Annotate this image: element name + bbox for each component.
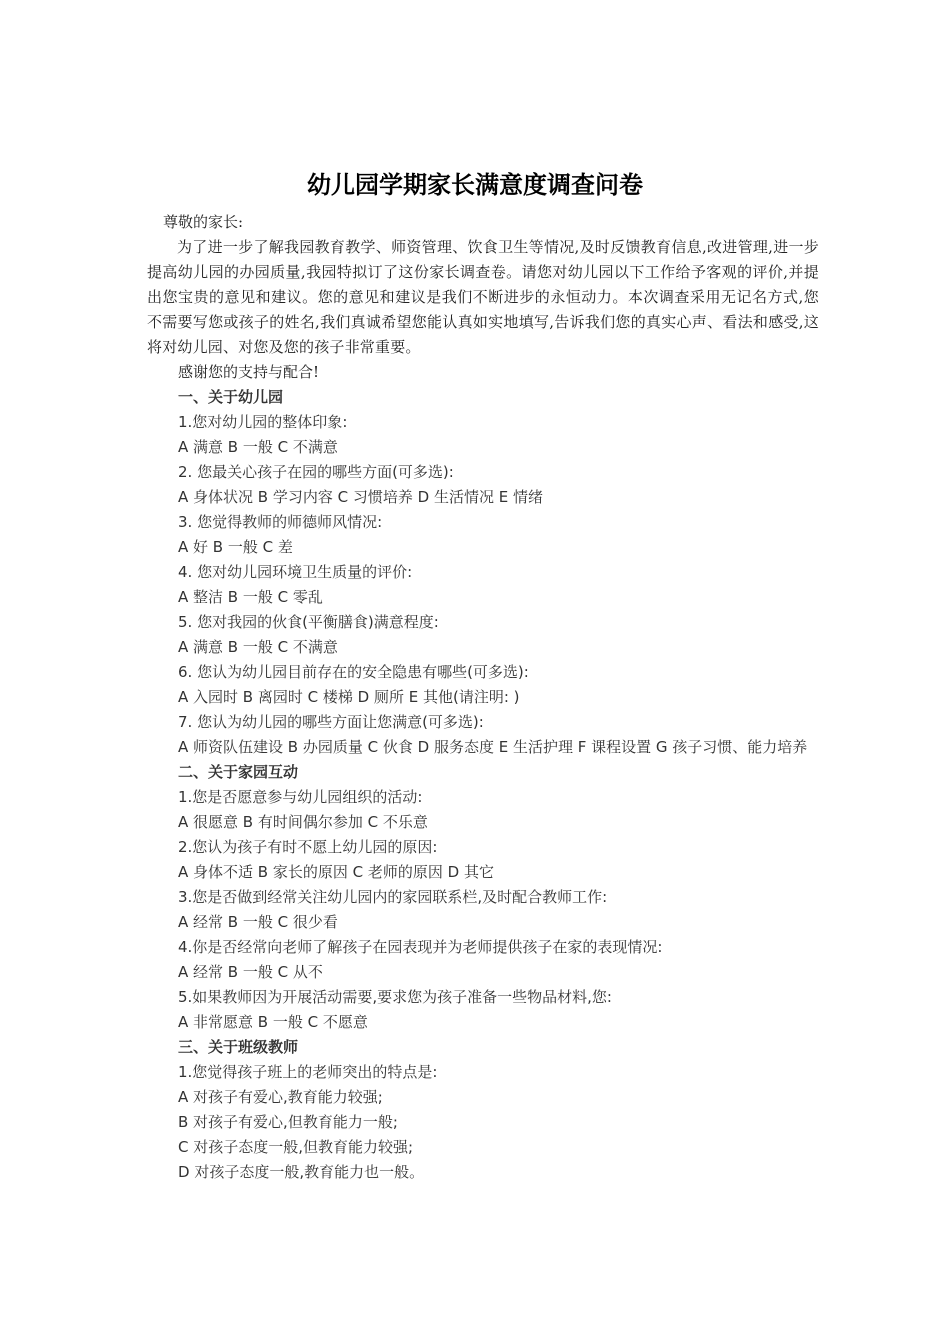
section-heading: 三、关于班级教师 <box>178 1038 299 1056</box>
greeting: 尊敬的家长: <box>163 213 244 231</box>
question: 1.您是否愿意参与幼儿园组织的活动: <box>178 788 423 806</box>
intro-paragraph: 为了进一步了解我园教育教学、师资管理、饮食卫生等情况,及时反馈教育信息,改进管理,进一步提高幼儿园的办园质量,我园特拟订了这份家长调查卷。请您对幼儿园以下工作给予客观的评价,并提出您宝贵的意见和建议。您的意见和建议是我们不断进步的永恒动力。本次调查采用无记名方式,您不需要写您或孩子的姓名,我们真诚希望您能认真如实地填写,告诉我们您的真实心声、看法和感受,这将对幼儿园、对您及您的孩子非常重要。 <box>147 238 819 356</box>
answer-options: A 经常 B 一般 C 很少看 <box>178 913 338 931</box>
answer-option: C 对孩子态度一般,但教育能力较强; <box>178 1138 414 1156</box>
question: 1.您觉得孩子班上的老师突出的特点是: <box>178 1063 438 1081</box>
answer-options: A 很愿意 B 有时间偶尔参加 C 不乐意 <box>178 813 428 831</box>
answer-options: A 师资队伍建设 B 办园质量 C 伙食 D 服务态度 E 生活护理 F 课程设置 G 孩子习惯、能力培养 <box>178 738 808 756</box>
answer-option: B 对孩子有爱心,但教育能力一般; <box>178 1113 398 1131</box>
question: 5. 您对我园的伙食(平衡膳食)满意程度: <box>178 613 439 631</box>
question: 3. 您觉得教师的师德师风情况: <box>178 513 383 531</box>
answer-options: A 整洁 B 一般 C 零乱 <box>178 588 323 606</box>
answer-options: A 好 B 一般 C 差 <box>178 538 293 556</box>
thanks-line: 感谢您的支持与配合! <box>178 363 320 381</box>
question: 1.您对幼儿园的整体印象: <box>178 413 348 431</box>
answer-option: A 对孩子有爱心,教育能力较强; <box>178 1088 383 1106</box>
answer-options: A 身体状况 B 学习内容 C 习惯培养 D 生活情况 E 情绪 <box>178 488 543 506</box>
question: 7. 您认为幼儿园的哪些方面让您满意(可多选): <box>178 713 484 731</box>
question: 2. 您最关心孩子在园的哪些方面(可多选): <box>178 463 454 481</box>
question: 6. 您认为幼儿园目前存在的安全隐患有哪些(可多选): <box>178 663 529 681</box>
question: 4. 您对幼儿园环境卫生质量的评价: <box>178 563 413 581</box>
question: 3.您是否做到经常关注幼儿园内的家园联系栏,及时配合教师工作: <box>178 888 608 906</box>
question: 4.你是否经常向老师了解孩子在园表现并为老师提供孩子在家的表现情况: <box>178 938 663 956</box>
answer-options: A 身体不适 B 家长的原因 C 老师的原因 D 其它 <box>178 863 494 881</box>
question: 5.如果教师因为开展活动需要,要求您为孩子准备一些物品材料,您: <box>178 988 612 1006</box>
document-body <box>147 210 827 1185</box>
answer-options: A 非常愿意 B 一般 C 不愿意 <box>178 1013 368 1031</box>
section-heading: 一、关于幼儿园 <box>178 388 284 406</box>
section-heading: 二、关于家园互动 <box>178 763 299 781</box>
answer-option: D 对孩子态度一般,教育能力也一般。 <box>178 1163 425 1181</box>
answer-options: A 入园时 B 离园时 C 楼梯 D 厕所 E 其他(请注明: ) <box>178 688 520 706</box>
question: 2.您认为孩子有时不愿上幼儿园的原因: <box>178 838 438 856</box>
answer-options: A 经常 B 一般 C 从不 <box>178 963 323 981</box>
answer-options: A 满意 B 一般 C 不满意 <box>178 638 338 656</box>
document-title: 幼儿园学期家长满意度调查问卷 <box>307 170 643 199</box>
answer-options: A 满意 B 一般 C 不满意 <box>178 438 338 456</box>
